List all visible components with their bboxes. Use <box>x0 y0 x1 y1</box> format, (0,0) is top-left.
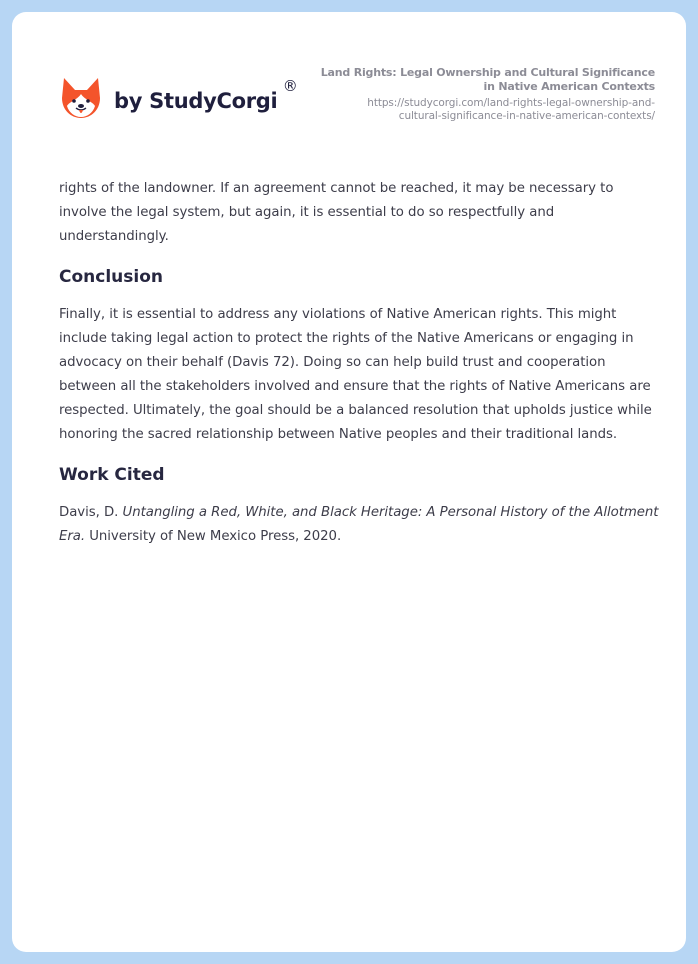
document-title-line-1: Land Rights: Legal Ownership and Cultural Significance <box>320 66 655 79</box>
corgi-icon <box>61 76 101 120</box>
document-body <box>59 177 659 549</box>
citation-author: Davis, D. <box>59 505 123 520</box>
work-cited-heading: Work Cited <box>59 465 165 485</box>
conclusion-heading: Conclusion <box>59 267 163 287</box>
conclusion-paragraph: Finally, it is essential to address any violations of Native American rights. This might include taking legal action to protect the rights of the Native Americans or engaging in advocacy on their behalf (Davis 72). Doing so can help build trust and cooperation between all the stakeholders involved and ensure that the rights of Native Americans are respected. Ultimately, the goal should be a balanced resolution that upholds justice while honoring the sacred relationship between Native peoples and their traditional lands. <box>59 307 652 442</box>
document-meta <box>295 66 655 123</box>
registered-mark: ® <box>282 77 298 95</box>
document-url-line-2: cultural-significance-in-native-american-contexts/ <box>398 110 655 122</box>
intro-paragraph: rights of the landowner. If an agreement cannot be reached, it may be necessary to involve the legal system, but again, it is essential to do so respectfully and understandingly. <box>59 181 614 244</box>
document-title-line-2: in Native American Contexts <box>483 80 655 93</box>
page-header <box>12 12 686 152</box>
citation-entry <box>59 501 659 549</box>
citation-title: Untangling a Red, White, and Black Heritage: A Personal History of the Allotment Era. <box>59 505 659 544</box>
document-url-line-1: https://studycorgi.com/land-rights-legal-ownership-and- <box>367 97 655 109</box>
document-title <box>295 66 655 94</box>
document-url[interactable] <box>295 97 655 123</box>
document-page <box>12 12 686 952</box>
citation-publisher: University of New Mexico Press, 2020. <box>85 529 342 544</box>
studycorgi-logo[interactable] <box>61 76 298 120</box>
logo-text: by StudyCorgi ® <box>114 77 298 113</box>
